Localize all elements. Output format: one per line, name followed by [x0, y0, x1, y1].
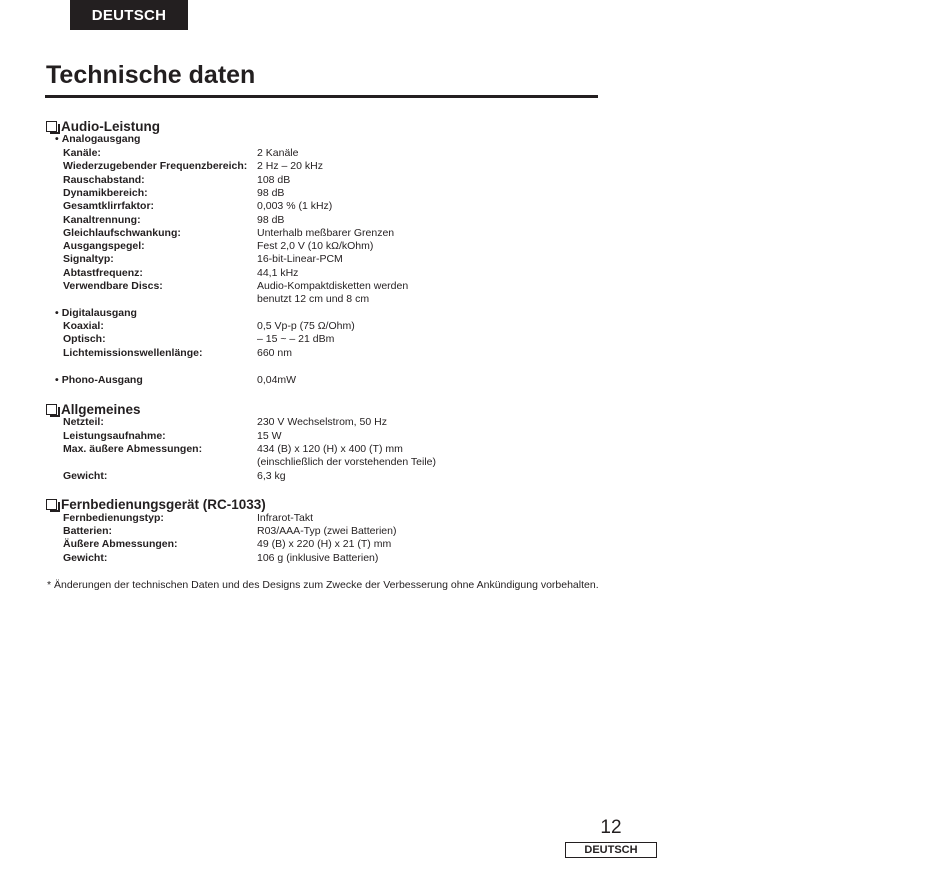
spec-row: [0, 512, 950, 525]
footnote: * Änderungen der technischen Daten und des Designs zum Zwecke der Verbesserung ohne Ankündigung vorbehalten.: [47, 579, 599, 591]
spec-value: Unterhalb meßbarer Grenzen: [257, 226, 395, 239]
digital-output-heading: [55, 307, 137, 320]
section-remote-heading: [46, 495, 266, 513]
language-tab: DEUTSCH: [70, 0, 188, 30]
spec-label: Leistungsaufnahme:: [63, 429, 166, 442]
spec-row: [0, 200, 950, 213]
spec-value: 660 nm: [257, 346, 293, 359]
spec-value: Infrarot-Takt: [257, 511, 314, 524]
spec-value: benutzt 12 cm und 8 cm: [257, 293, 370, 306]
spec-value: (einschließlich der vorstehenden Teile): [257, 456, 436, 469]
spec-row: [0, 293, 950, 306]
checkbox-icon: [46, 404, 57, 415]
spec-label: Signaltyp:: [63, 253, 114, 266]
section-general-heading: [46, 400, 141, 418]
spec-value: 44,1 kHz: [257, 266, 299, 279]
spec-value: 0,5 Vp-p (75 Ω/Ohm): [257, 320, 355, 332]
spec-value: 0,04mW: [257, 373, 297, 386]
footer-language-label: DEUTSCH: [565, 842, 657, 858]
spec-value: 106 g (inklusive Batterien): [257, 551, 379, 564]
spec-row: [0, 174, 950, 187]
spec-value: 49 (B) x 220 (H) x 21 (T) mm: [257, 538, 392, 551]
spec-value: 6,3 kg: [257, 469, 286, 482]
spec-row: [0, 160, 950, 173]
spec-label: Gleichlaufschwankung:: [63, 226, 181, 239]
spec-row: [0, 347, 950, 360]
spec-row: [0, 538, 950, 551]
digital-output-title: Digitalausgang: [61, 306, 137, 319]
bullet-icon: •: [55, 133, 59, 145]
spec-row: [0, 147, 950, 160]
spec-value: 434 (B) x 120 (H) x 400 (T) mm: [257, 442, 403, 455]
spec-value: 98 dB: [257, 213, 285, 226]
spec-label: Gesamtklirrfaktor:: [63, 200, 155, 213]
spec-label: Abtastfrequenz:: [63, 266, 143, 279]
spec-row: [0, 187, 950, 200]
phono-output-title: Phono-Ausgang: [61, 373, 143, 386]
spec-label: Gewicht:: [63, 551, 108, 564]
spec-row: [0, 552, 950, 565]
spec-label: Batterien:: [63, 524, 113, 537]
spec-value: 0,003 % (1 kHz): [257, 200, 333, 213]
spec-value: Fest 2,0 V (10 kΩ/kOhm): [257, 240, 374, 253]
spec-row: [0, 320, 950, 333]
spec-value: 15 W: [257, 429, 282, 442]
spec-row: [0, 416, 950, 429]
spec-row: [0, 443, 950, 456]
page-number: 12: [600, 817, 622, 838]
spec-label: Optisch:: [63, 333, 106, 346]
spec-value: 2 Hz – 20 kHz: [257, 160, 323, 173]
spec-row: [0, 227, 950, 240]
spec-label: Wiederzugebender Frequenzbereich:: [63, 160, 248, 173]
checkbox-icon: [46, 499, 57, 510]
phono-output-heading: [55, 374, 143, 387]
spec-label: Fernbedienungstyp:: [63, 511, 164, 524]
bullet-icon: •: [55, 306, 59, 319]
spec-label: Ausgangspegel:: [63, 240, 145, 253]
page-title: Technische daten: [46, 61, 256, 89]
spec-row: [0, 280, 950, 293]
spec-value: R03/AAA-Typ (zwei Batterien): [257, 524, 397, 537]
spec-value: 230 V Wechselstrom, 50 Hz: [257, 416, 387, 429]
spec-label: Gewicht:: [63, 469, 108, 482]
spec-label: Rauschabstand:: [63, 173, 145, 186]
section-remote-title: Fernbedienungsgerät (RC-1033): [61, 496, 266, 512]
spec-value: 98 dB: [257, 186, 285, 199]
spec-label: Koaxial:: [63, 320, 104, 332]
spec-label: Dynamikbereich:: [63, 186, 148, 199]
spec-value: Audio-Kompaktdisketten werden: [257, 280, 409, 292]
spec-row: [0, 253, 950, 266]
spec-label: Kanaltrennung:: [63, 213, 141, 226]
spec-label: Max. äußere Abmessungen:: [63, 442, 203, 455]
spec-row: [0, 267, 950, 280]
spec-row: [0, 333, 950, 346]
spec-row: [0, 525, 950, 538]
spec-row: [0, 470, 950, 483]
spec-row: [0, 430, 950, 443]
phono-output-row: [0, 374, 950, 387]
section-general-title: Allgemeines: [61, 401, 141, 417]
section-audio-title: Audio-Leistung: [61, 118, 160, 134]
spec-row: [0, 240, 950, 253]
spec-label: Äußere Abmessungen:: [63, 538, 178, 551]
spec-value: – 15 ~ – 21 dBm: [257, 333, 335, 346]
spec-label: Lichtemissionswellenlänge:: [63, 346, 203, 359]
spec-row: [0, 456, 950, 469]
spec-label: Kanäle:: [63, 147, 101, 159]
spec-label: Netzteil:: [63, 416, 104, 429]
checkbox-icon: [46, 121, 57, 132]
spec-row: [0, 214, 950, 227]
analog-output-title: Analogausgang: [61, 133, 141, 145]
analog-output-heading: [55, 133, 140, 146]
title-rule: [45, 95, 598, 98]
bullet-icon: •: [55, 373, 59, 386]
spec-value: 108 dB: [257, 173, 291, 186]
spec-value: 16-bit-Linear-PCM: [257, 253, 343, 266]
spec-value: 2 Kanäle: [257, 147, 299, 159]
spec-label: Verwendbare Discs:: [63, 280, 163, 292]
